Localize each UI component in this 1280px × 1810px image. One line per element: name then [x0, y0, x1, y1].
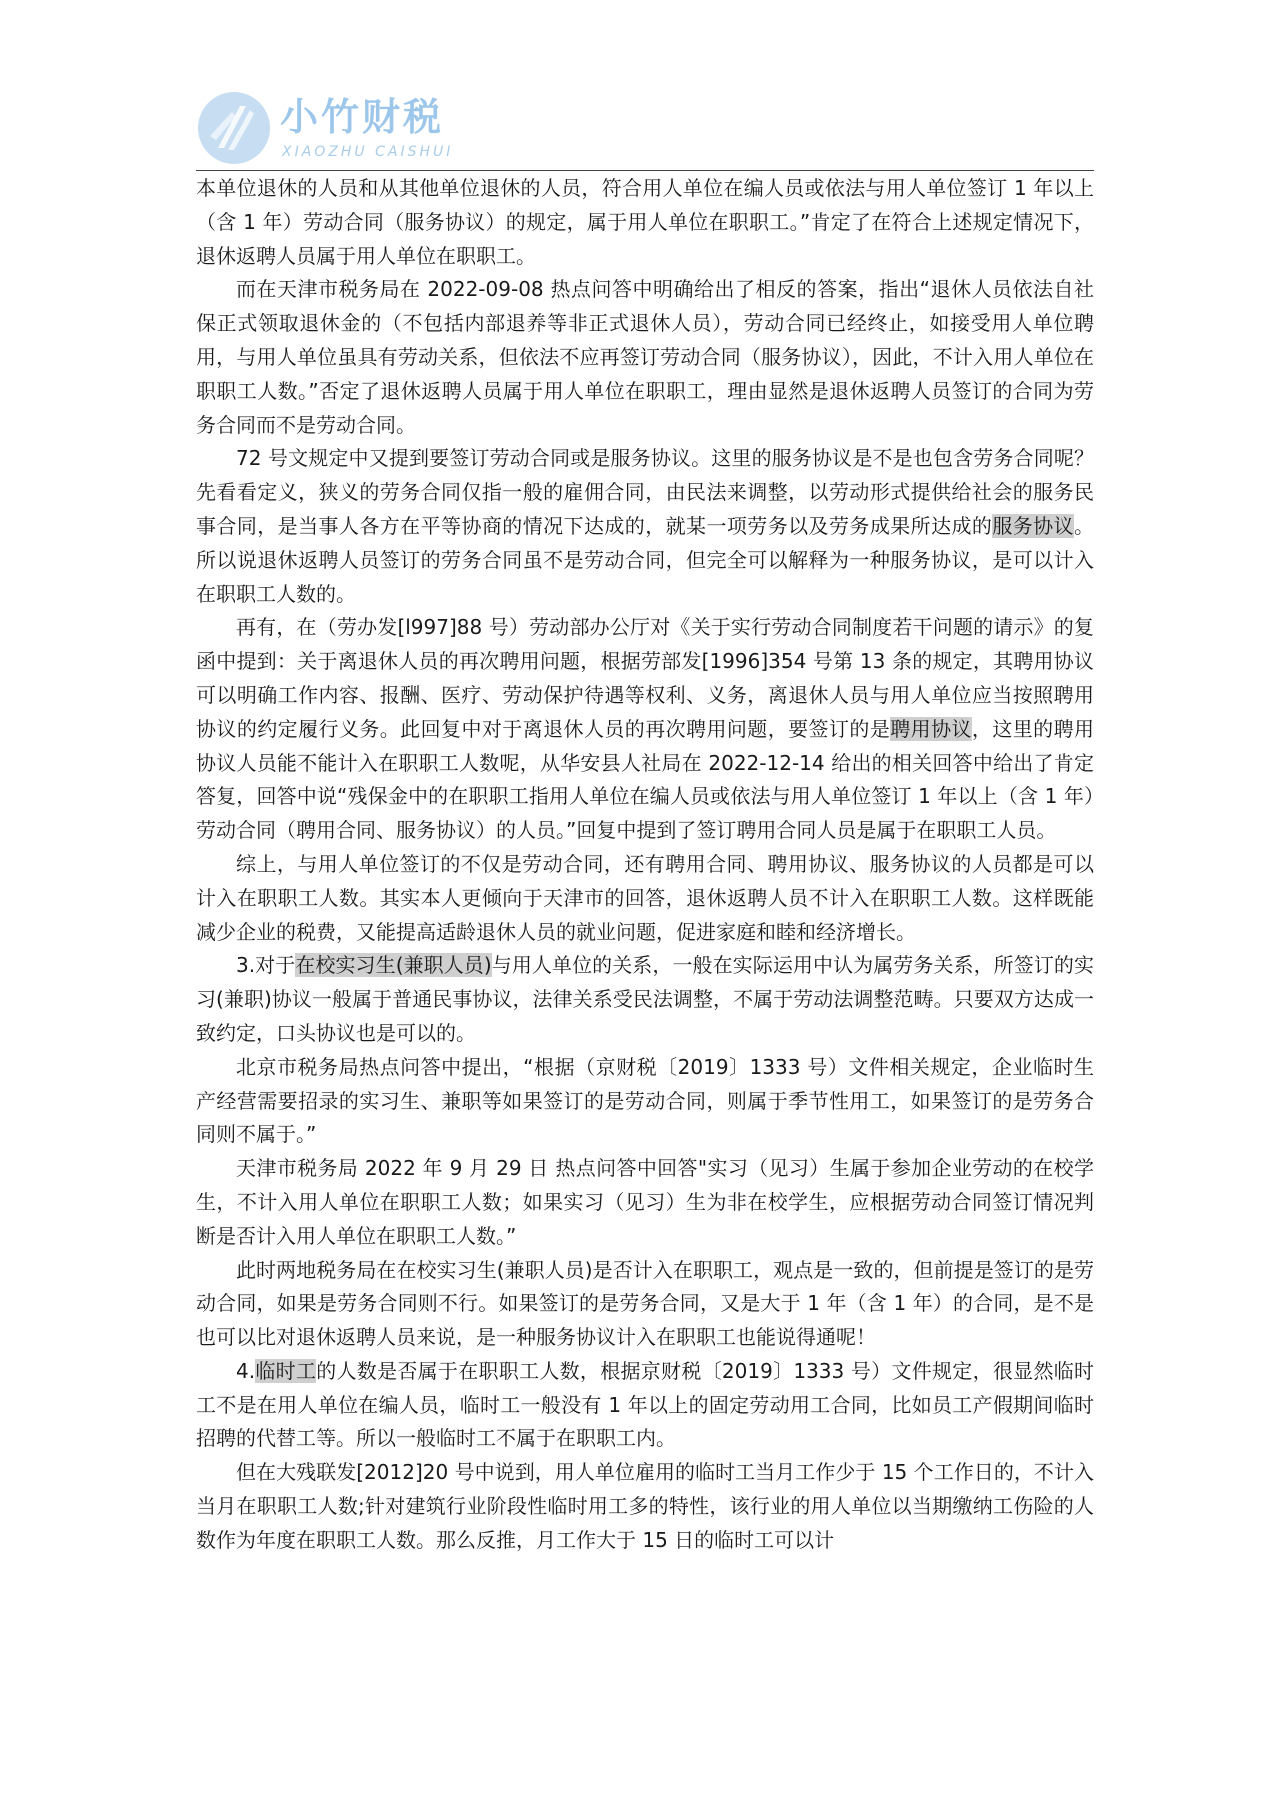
paragraph-text: 此时两地税务局在在校实习生(兼职人员)是否计入在职职工，观点是一致的，但前提是签订的是劳动合同，如果是劳务合同则不行。如果签订的是劳务合同，又是大于 1 年（含 1 年）的合同，是不是也可以比对退休返聘人员来说，是一种服务协议计入在职职工也能说得通呢！: [196, 1257, 1094, 1350]
paragraph-text: 3.对于: [236, 953, 296, 978]
paragraph-10: [196, 1355, 1094, 1456]
paragraph-7: [196, 1051, 1094, 1152]
highlighted-term: 临时工: [255, 1358, 317, 1383]
paragraph-9: [196, 1254, 1094, 1355]
paragraph-2: [196, 273, 1094, 442]
paragraph-text: 72 号文规定中又提到要签订劳动合同或是服务协议。这里的服务协议是不是也包含劳务合同呢？先看看定义，狭义的劳务合同仅指一般的雇佣合同，由民法来调整，以劳动形式提供给社会的服务民事合同，是当事人各方在平等协商的情况下达成的，就某一项劳务以及劳务成果所达成的: [196, 446, 1094, 538]
paragraph-text: 天津市税务局 2022 年 9 月 29 日 热点问答中回答"实习（见习）生属于参加企业劳动的在校学生，不计入用人单位在职职工人数；如果实习（见习）生为非在校学生，应根据劳动合同签订情况判断是否计入用人单位在职职工人数。”: [196, 1156, 1094, 1248]
paragraph-text: 但在大残联发[2012]20 号中说到，用人单位雇用的临时工当月工作少于 15 个工作日的，不计入当月在职职工人数;针对建筑行业阶段性临时用工多的特性，该行业的用人单位以当期缴纳工伤险的人数作为年度在职职工人数。那么反推，月工作大于 15 日的临时工可以计: [196, 1460, 1094, 1552]
brand-name: 小竹财税: [280, 95, 445, 139]
paragraph-text: 4.: [236, 1358, 256, 1383]
paragraph-1: [196, 172, 1094, 273]
brand-subtitle: XIAOZHU CAISHUI: [282, 144, 454, 160]
paragraph-text: ，这里的聘用协议人员能不能计入在职职工人数呢，从华安县人社局在 2022-12-14 给出的相关回答中给出了肯定答复，回答中说“残保金中的在职职工指用人单位在编人员或依法与用人单位签订 1 年以上（含 1 年）劳动合同（聘用合同、服务协议）的人员。”回复中提到了签订聘用合同人员是属于在职职工人员。: [196, 716, 1095, 843]
paragraph-text: 。所以说退休返聘人员签订的劳务合同虽不是劳动合同，但完全可以解释为一种服务协议，是可以计入在职职工人数的。: [196, 513, 1095, 606]
highlighted-term: 服务协议: [992, 513, 1075, 538]
paragraph-4: [196, 611, 1094, 848]
paragraph-text: 再有，在（劳办发[l997]88 号）劳动部办公厅对《关于实行劳动合同制度若干问题的请示》的复函中提到：关于离退休人员的再次聘用问题，根据劳部发[1996]354 号第 13 条的规定，其聘用协议可以明确工作内容、报酬、医疗、劳动保护待遇等权利、义务，离退休人员与用人单位应当按照聘用协议的约定履行义务。此回复中对于离退休人员的再次聘用问题，要签订的是: [196, 615, 1094, 741]
page-header: [196, 86, 1096, 170]
paragraph-3: [196, 442, 1094, 611]
highlighted-term: 在校实习生(兼职人员): [295, 953, 492, 978]
highlighted-term: 聘用协议: [890, 716, 972, 741]
article-body: [196, 172, 1094, 1558]
paragraph-text: 北京市税务局热点问答中提出，“根据（京财税〔2019〕1333 号）文件相关规定，企业临时生产经营需要招录的实习生、兼职等如果签订的是劳动合同，则属于季节性用工，如果签订的是劳务合同则不属于。”: [196, 1054, 1094, 1147]
paragraph-text: 与用人单位的关系，一般在实际运用中认为属劳务关系，所签订的实习(兼职)协议一般属于普通民事协议，法律关系受民法调整，不属于劳动法调整范畴。只要双方达成一致约定，口头协议也是可以的。: [196, 953, 1094, 1045]
paragraph-6: [196, 949, 1094, 1050]
bamboo-logo-icon: [196, 90, 272, 166]
paragraph-5: [196, 848, 1094, 949]
paragraph-11: [196, 1456, 1094, 1557]
paragraph-text: 本单位退休的人员和从其他单位退休的人员，符合用人单位在编人员或依法与用人单位签订 1 年以上（含 1 年）劳动合同（服务协议）的规定，属于用人单位在职职工。”肯定了在符合上述规定情况下，退休返聘人员属于用人单位在职职工。: [196, 176, 1094, 268]
paragraph-text: 而在天津市税务局在 2022-09-08 热点问答中明确给出了相反的答案，指出“退休人员依法自社保正式领取退休金的（不包括内部退养等非正式退休人员），劳动合同已经终止，如接受用人单位聘用，与用人单位虽具有劳动关系，但依法不应再签订劳动合同（服务协议），因此，不计入用人单位在职职工人数。”否定了退休返聘人员属于用人单位在职职工，理由显然是退休返聘人员签订的合同为劳务合同而不是劳动合同。: [196, 277, 1094, 437]
paragraph-8: [196, 1152, 1094, 1253]
paragraph-text: 的人数是否属于在职职工人数，根据京财税〔2019〕1333 号）文件规定，很显然临时工不是在用人单位在编人员，临时工一般没有 1 年以上的固定劳动用工合同，比如员工产假期间临时招聘的代替工等。所以一般临时工不属于在职职工内。: [196, 1358, 1095, 1451]
paragraph-text: 综上，与用人单位签订的不仅是劳动合同，还有聘用合同、聘用协议、服务协议的人员都是可以计入在职职工人数。其实本人更倾向于天津市的回答，退休返聘人员不计入在职职工人数。这样既能减少企业的税费，又能提高适龄退休人员的就业问题，促进家庭和睦和经济增长。: [196, 851, 1094, 944]
header-divider: [196, 170, 1094, 171]
